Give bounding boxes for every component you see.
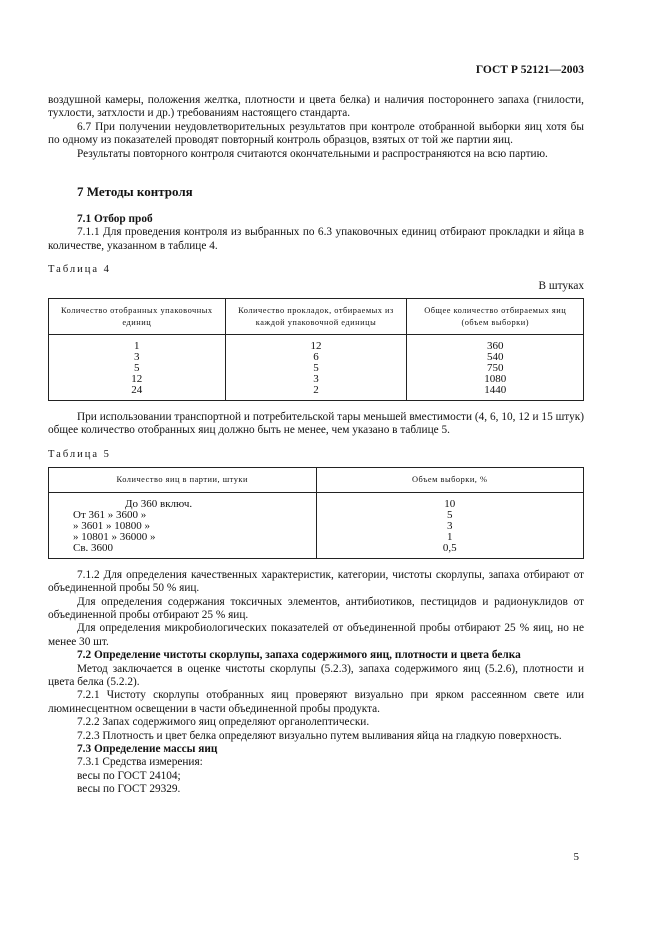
table-cell: 5	[447, 508, 453, 521]
table-4-col-2	[225, 335, 407, 401]
paragraph-scales-1: весы по ГОСТ 24104;	[77, 769, 181, 782]
document-code: ГОСТ Р 52121—2003	[475, 64, 584, 76]
table-cell: » 3601 » 10800 »	[73, 519, 150, 532]
page-body	[48, 94, 584, 797]
paragraph-6-7: 6.7 При получении неудовлетворительных результатов при контроле отобранной выборки яиц хотя бы по одному из показателей проводят повторный контроль образцов, взятых от той же партии яиц.	[48, 120, 584, 147]
table-5-col-1	[49, 492, 317, 558]
table-4-col-3	[407, 335, 584, 401]
table-cell: От 361 » 3600 »	[73, 508, 147, 521]
page-number: 5	[573, 851, 579, 863]
table-4-units: В штуках	[538, 279, 584, 292]
section-title: 7 Методы контроля	[77, 184, 193, 200]
subsection-7-1-title: 7.1 Отбор проб	[77, 213, 153, 226]
table-row	[49, 492, 584, 558]
table-cell: » 10801 » 36000 »	[73, 530, 156, 543]
table-cell: 3	[447, 519, 453, 532]
table-cell: 1	[134, 340, 140, 353]
intro-paragraph: воздушной камеры, положения желтка, плотности и цвета белка) и наличия постороннего запаха (гнилости, тухлости, затхлости и др.) требованиям настоящего стандарта.	[48, 94, 584, 120]
paragraph-scales-2: весы по ГОСТ 29329.	[77, 783, 181, 796]
table-4-header-3: Общее количество отбираемых яиц (объем выборки)	[407, 299, 584, 335]
table-cell: 12	[310, 340, 322, 353]
table-cell: Св. 3600	[73, 541, 114, 554]
table-cell: 12	[131, 373, 143, 386]
table-row	[49, 335, 584, 401]
paragraph-7-1-2: 7.1.2 Для определения качественных характеристик, категории, чистоты скорлупы, запаха отбирают от объединенной пробы 50 % яиц.	[48, 568, 584, 595]
paragraph-micro: Для определения микробиологических показателей от объединенной пробы отбирают 25 % яиц, но не менее 30 шт.	[48, 622, 584, 648]
subsection-7-3-title: 7.3 Определение массы яиц	[77, 743, 218, 756]
table-5-col-2	[316, 492, 584, 558]
paragraph-7-2-1: 7.2.1 Чистоту скорлупы отобранных яиц проверяют визуально при ярком рассеянном свете или люминесцентном освещении в части объединенной пробы продукта.	[48, 689, 584, 715]
table-5-caption: Таблица 5	[48, 448, 111, 460]
table-cell: 360	[486, 340, 504, 353]
table-4	[48, 298, 584, 401]
paragraph-7-2-3: 7.2.3 Плотность и цвет белка определяют визуально путем выливания яйца на гладкую поверхность.	[77, 729, 562, 742]
table-cell: До 360 включ.	[125, 497, 193, 510]
table-cell: 750	[486, 362, 504, 375]
table-cell: 2	[313, 384, 319, 397]
table-4-col-1	[49, 335, 226, 401]
table-cell: 24	[131, 384, 143, 397]
paragraph-results: Результаты повторного контроля считаются окончательными и распространяются на всю партию.	[77, 147, 548, 160]
paragraph-7-1-1: 7.1.1 Для проведения контроля из выбранных по 6.3 упаковочных единиц отбирают прокладки и яйца в количестве, указанном в таблице 4.	[48, 226, 584, 252]
table-cell: 540	[486, 351, 504, 364]
table-cell: 1080	[484, 373, 507, 386]
table-cell: 3	[313, 373, 319, 386]
paragraph-toxic: Для определения содержания токсичных элементов, антибиотиков, пестицидов и радионуклидов от объединенной пробы отбирают 25 % яиц.	[48, 595, 584, 621]
table-cell: 5	[134, 362, 140, 375]
table-5-header-1: Количество яиц в партии, штуки	[49, 468, 317, 493]
table-5	[48, 467, 584, 559]
table-cell: 6	[313, 351, 319, 364]
subsection-7-2-title: 7.2 Определение чистоты скорлупы, запаха содержимого яиц, плотности и цвета белка	[77, 649, 521, 662]
table-cell: 3	[134, 351, 140, 364]
paragraph-7-2-2: 7.2.2 Запах содержимого яиц определяют органолептически.	[77, 716, 370, 729]
table-5-header-2: Объем выборки, %	[316, 468, 584, 493]
table-4-header-2: Количество прокладок, отбираемых из каждой упаковочной единицы	[225, 299, 407, 335]
table-cell: 1	[447, 530, 453, 543]
table-cell: 5	[313, 362, 319, 375]
table-cell: 10	[444, 497, 456, 510]
table-cell: 1440	[484, 384, 507, 397]
table-cell: 0,5	[442, 541, 457, 554]
paragraph-7-3-1: 7.3.1 Средства измерения:	[77, 756, 203, 769]
table-4-header-1: Количество отобранных упаковочных единиц	[49, 299, 226, 335]
table-4-caption: Таблица 4	[48, 264, 111, 276]
paragraph-small-tara: При использовании транспортной и потребительской тары меньшей вместимости (4, 6, 10, 12 и 15 штук) общее количество отобранных яиц должно быть не менее, чем указано в таблице 5.	[48, 411, 584, 437]
paragraph-method: Метод заключается в оценке чистоты скорлупы (5.2.3), запаха содержимого яиц (5.2.6), плотности и цвета белка (5.2.2).	[48, 662, 584, 689]
